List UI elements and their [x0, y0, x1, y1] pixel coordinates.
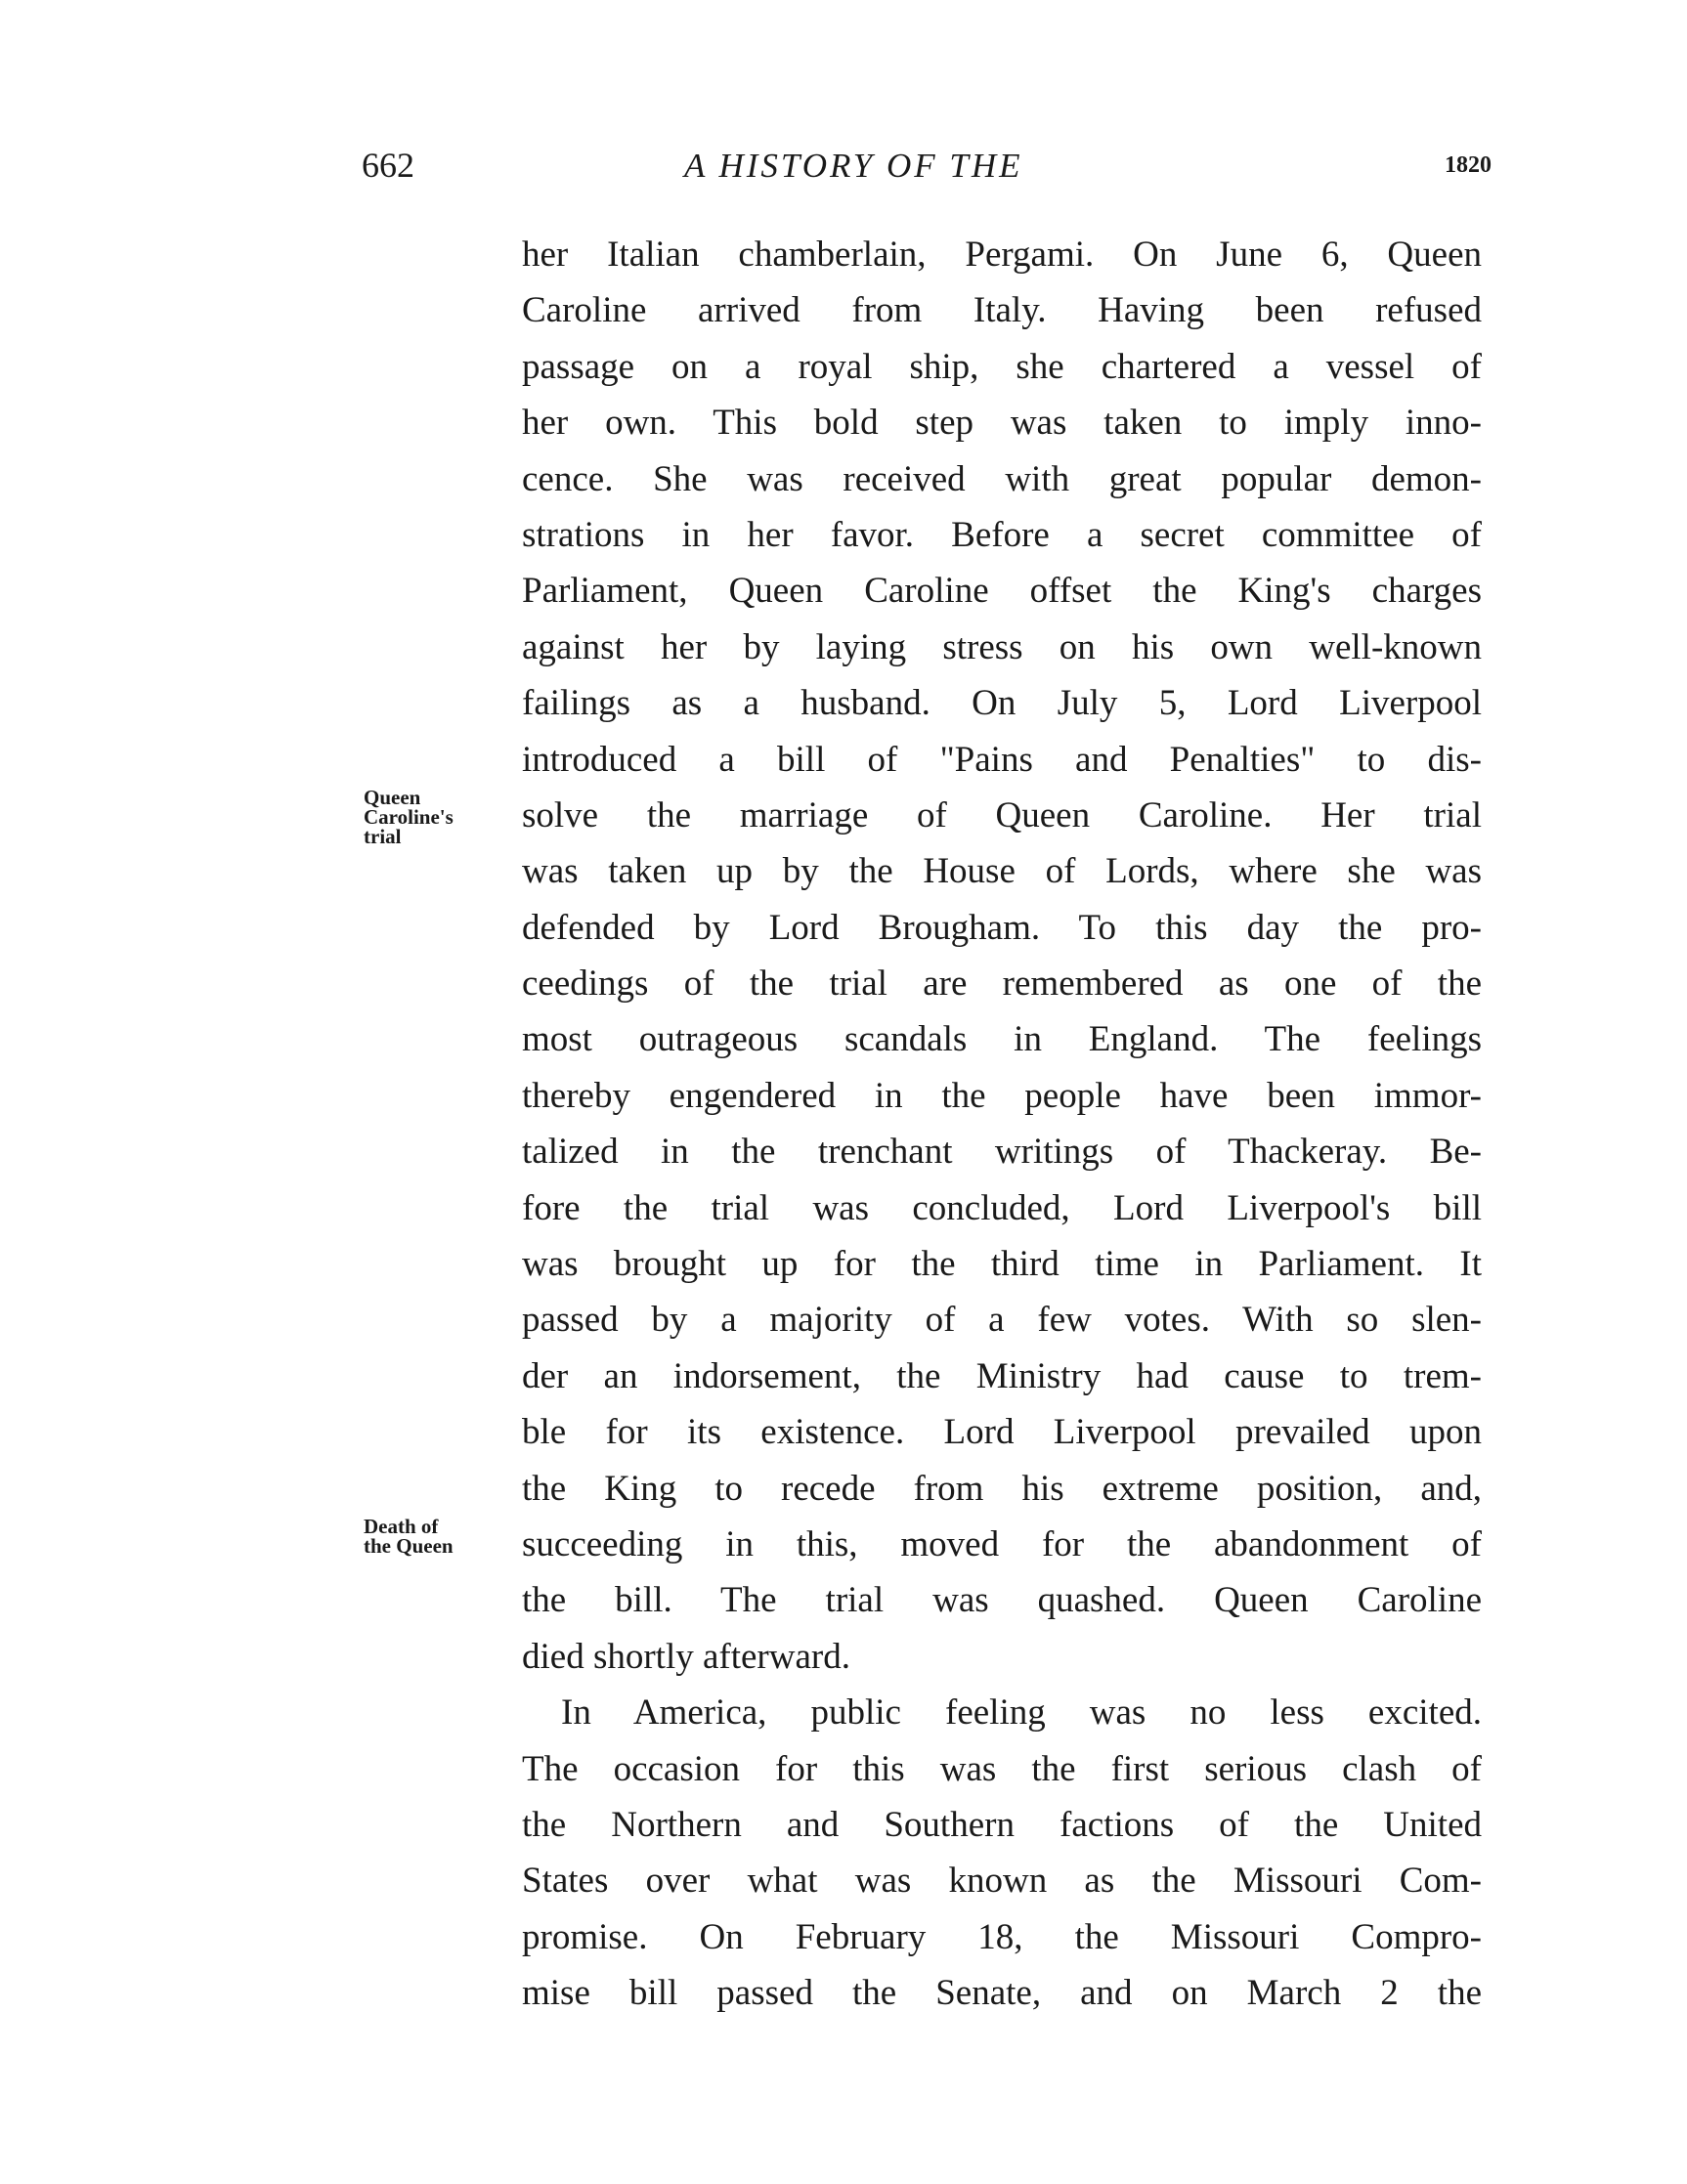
text-line: The occasion for this was the first serious clash of	[522, 1748, 1482, 1789]
body-text	[522, 227, 1482, 2022]
side-note-line: Caroline's	[364, 805, 454, 829]
side-note-line: the Queen	[364, 1534, 454, 1558]
text-line: In America, public feeling was no less excited.	[561, 1692, 1482, 1734]
text-line: failings as a husband. On July 5, Lord Liverpool	[522, 683, 1482, 724]
page-number: 662	[362, 146, 414, 185]
text-line: fore the trial was concluded, Lord Liverpool's bill	[522, 1187, 1482, 1228]
text-line: introduced a bill of "Pains and Penalties" to dis-	[522, 739, 1482, 780]
text-line: mise bill passed the Senate, and on March 2 the	[522, 1973, 1482, 2014]
text-line: her own. This bold step was taken to imply inno-	[522, 403, 1482, 444]
text-line: talized in the trenchant writings of Thackeray. Be-	[522, 1132, 1482, 1173]
paragraph-1	[522, 227, 1482, 1685]
text-line: her Italian chamberlain, Pergami. On June 6, Queen	[522, 235, 1482, 275]
side-note-line: Death of	[364, 1515, 439, 1538]
text-line: thereby engendered in the people have been immor-	[522, 1075, 1482, 1116]
text-line: Caroline arrived from Italy. Having been refused	[522, 290, 1482, 331]
text-line: passage on a royal ship, she chartered a vessel of	[522, 346, 1482, 387]
text-line: the Northern and Southern factions of the United	[522, 1804, 1482, 1845]
text-line: against her by laying stress on his own well-known	[522, 626, 1482, 667]
running-title: A HISTORY OF THE	[684, 147, 1023, 185]
text-line: der an indorsement, the Ministry had cause to trem-	[522, 1355, 1482, 1396]
text-line: cence. She was received with great popular demon-	[522, 458, 1482, 499]
text-line: was taken up by the House of Lords, where she was	[522, 851, 1482, 892]
text-line: succeeding in this, moved for the abandonment of	[522, 1523, 1482, 1564]
text-line: died shortly afterward.	[522, 1636, 850, 1677]
text-line: most outrageous scandals in England. The feelings	[522, 1019, 1482, 1060]
text-line: defended by Lord Brougham. To this day the pro-	[522, 907, 1482, 948]
side-note-line: Queen	[364, 786, 421, 809]
text-line: solve the marriage of Queen Caroline. Her trial	[522, 794, 1482, 835]
text-line: promise. On February 18, the Missouri Compro-	[522, 1916, 1482, 1957]
text-line: was brought up for the third time in Parliament. It	[522, 1244, 1482, 1285]
text-line: Parliament, Queen Caroline offset the King's charges	[522, 571, 1482, 612]
text-line: the King to recede from his extreme position, and,	[522, 1468, 1482, 1509]
text-line: ble for its existence. Lord Liverpool prevailed upon	[522, 1412, 1482, 1453]
paragraph-2	[522, 1685, 1482, 2021]
side-note-death-of-the-queen	[364, 1517, 454, 1556]
side-note-line: trial	[364, 825, 402, 848]
side-note-queen-carolines-trial	[364, 788, 454, 846]
text-line: passed by a majority of a few votes. With so slen-	[522, 1300, 1482, 1341]
text-line: strations in her favor. Before a secret committee of	[522, 514, 1482, 555]
text-line: the bill. The trial was quashed. Queen Caroline	[522, 1580, 1482, 1621]
text-line: States over what was known as the Missouri Com-	[522, 1861, 1482, 1902]
text-line: ceedings of the trial are remembered as one of the	[522, 964, 1482, 1005]
year-marker: 1820	[1445, 152, 1492, 178]
